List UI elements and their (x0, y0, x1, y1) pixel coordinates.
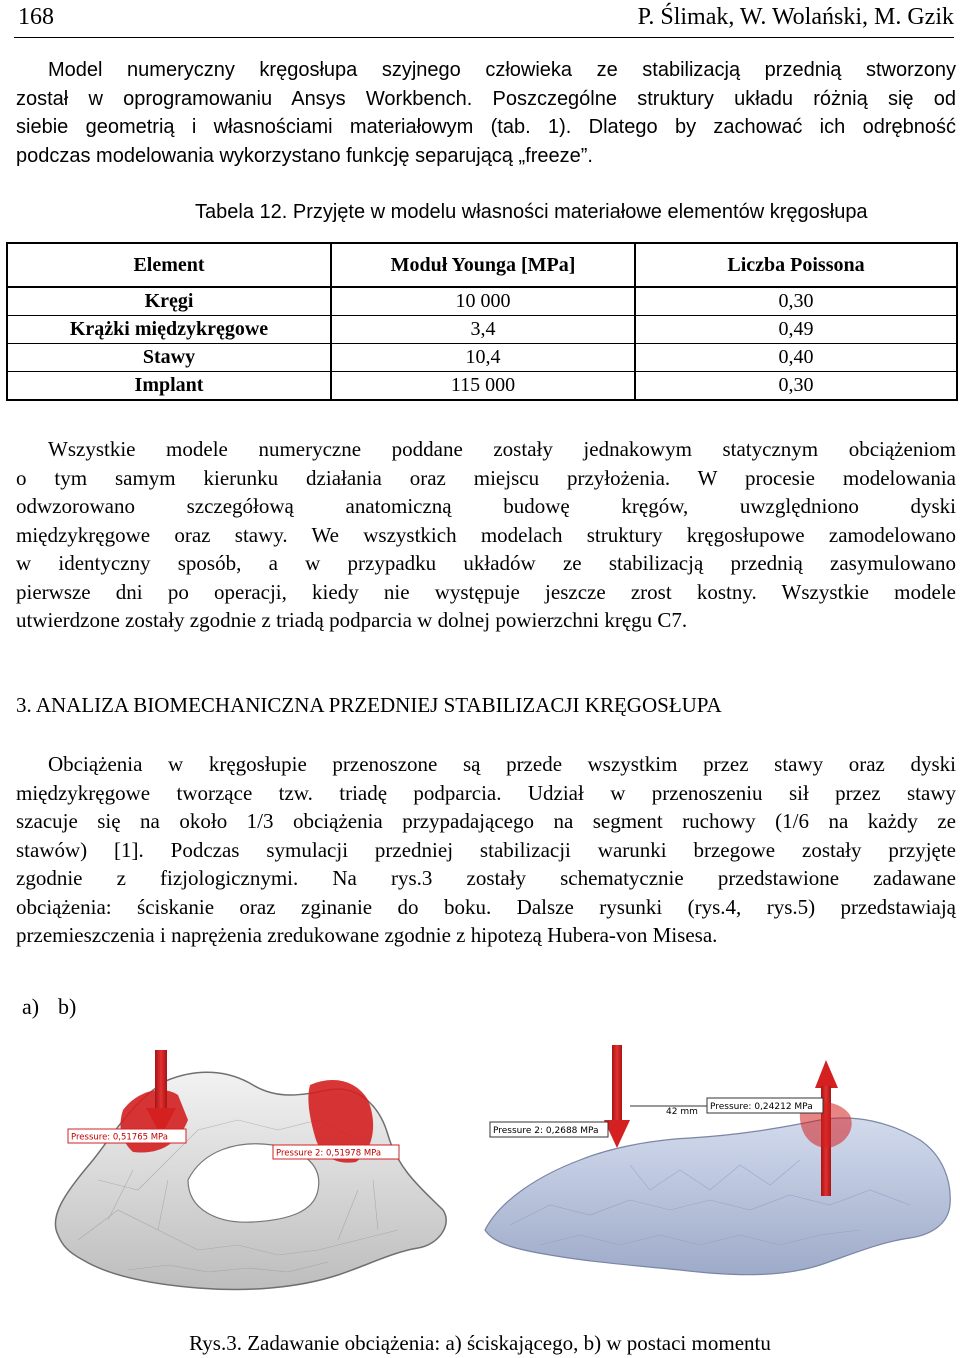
running-header-authors: P. Ślimak, W. Wolański, M. Gzik (637, 4, 954, 30)
paragraph-line: szacuje się na około 1/3 obciążenia przypadającego na segment ruchowy (1/6 na każdy ze (16, 809, 956, 833)
header-rule (14, 37, 954, 38)
paragraph-line: Wszystkie modele numeryczne poddane zostały jednakowym statycznym obciążeniom (48, 437, 956, 461)
table-cell-young: 10,4 (331, 344, 635, 372)
load-arrow-shaft (155, 1050, 167, 1110)
pressure-label-top: Pressure: 0,24212 MPa (710, 1102, 813, 1112)
table-cell-young: 10 000 (331, 287, 635, 316)
table-row (7, 287, 957, 316)
table-cell-element: Kręgi (7, 287, 331, 316)
figure-caption: Rys.3. Zadawanie obciążenia: a) ściskającego, b) w postaci momentu (189, 1331, 771, 1355)
table-header-row (7, 243, 957, 287)
paragraph-line: w identyczny sposób, a w przypadku układów ze stabilizacją przednią zasymulowano (16, 551, 956, 575)
table-cell-element: Implant (7, 372, 331, 401)
figure-label-b: b) (58, 994, 77, 1019)
paragraph-line: Obciążenia w kręgosłupie przenoszone są przede wszystkim przez stawy oraz dyski (48, 752, 956, 776)
paragraph-line: międzykręgowe oraz stawy. We wszystkich modelach struktury kręgosłupowe zamodelowano (16, 522, 956, 547)
figure-b-vertebra-moment (480, 1040, 958, 1310)
paragraph-line: przemieszczenia i naprężenia zredukowane zgodnie z hipotezą Hubera-von Misesa. (16, 923, 718, 947)
paragraph-line: obciążenia: ściskanie oraz zginanie do boku. Dalsze rysunki (rys.4, rys.5) przedstawiają (16, 894, 956, 919)
vertebra-shape (485, 1118, 950, 1275)
paragraph-biomechanics (16, 750, 956, 950)
paragraph-line: utwierdzone zostały zgodnie z triadą podparcia w dolnej powierzchni kręgu C7. (16, 608, 688, 632)
table-header-cell: Element (7, 243, 331, 287)
paragraph-line: odwzorowano szczegółową anatomiczną budowę kręgów, uwzględniono dyski (16, 494, 956, 518)
intro-line: Model numeryczny kręgosłupa szyjnego człowieka ze stabilizacją przednią stworzony (48, 59, 956, 81)
table-row (7, 316, 957, 344)
paragraph-line: pierwsze dni po operacji, kiedy nie występuje jeszcze zrost kostny. Wszystkie modele (16, 579, 956, 604)
material-properties-table (6, 242, 958, 401)
intro-line: siebie geometrią i własnościami materiałowym (tab. 1). Dlatego by zachować ich odrębność (16, 116, 956, 138)
intro-line: podczas modelowania wykorzystano funkcję separującą „freeze”. (16, 144, 593, 167)
page-number: 168 (18, 4, 54, 30)
paragraph-line: o tym samym kierunku działania oraz miejscu przyłożenia. W procesie modelowania (16, 465, 956, 490)
table-cell-poisson: 0,49 (635, 316, 957, 344)
pressure-label-bottom: Pressure 2: 0,2688 MPa (493, 1126, 599, 1136)
table-row (7, 344, 957, 372)
table-cell-poisson: 0,40 (635, 344, 957, 372)
table-row (7, 372, 957, 401)
figure-a-vertebra-compression (38, 1040, 458, 1310)
table-header-cell: Liczba Poissona (635, 243, 957, 287)
paragraph-line: międzykręgowe tworzące tzw. triadę podparcia. Udział w przenoszeniu sił przez stawy (16, 780, 956, 805)
pressure-label-left: Pressure: 0,51765 MPa (71, 1132, 168, 1143)
paragraph-loads (16, 435, 956, 635)
table-cell-poisson: 0,30 (635, 372, 957, 401)
table-cell-young: 115 000 (331, 372, 635, 401)
table-cell-poisson: 0,30 (635, 287, 957, 316)
table-cell-young: 3,4 (331, 316, 635, 344)
dimension-label: 42 mm (666, 1107, 698, 1117)
paragraph-line: zgodnie z fizjologicznymi. Na rys.3 zostały schematycznie przedstawione zadawane (16, 866, 956, 890)
intro-paragraph (16, 56, 956, 170)
moment-arrow-head (815, 1060, 838, 1088)
table-caption: Tabela 12. Przyjęte w modelu własności materiałowe elementów kręgosłupa (195, 201, 868, 223)
paragraph-line: stawów) [1]. Podczas symulacji przedniej stabilizacji warunki brzegowe zostały przyjęte (16, 837, 956, 862)
figure-label-a: a) (22, 994, 40, 1019)
table-cell-element: Stawy (7, 344, 331, 372)
section-heading: 3. ANALIZA BIOMECHANICZNA PRZEDNIEJ STABILIZACJI KRĘGOSŁUPA (16, 693, 722, 717)
intro-line: został w oprogramowaniu Ansys Workbench. Poszczególne struktury układu różnią się od (16, 87, 956, 110)
moment-arrow-shaft (612, 1045, 622, 1123)
pressure-label-right: Pressure 2: 0,51978 MPa (276, 1148, 382, 1159)
table-cell-element: Krążki międzykręgowe (7, 316, 331, 344)
table-header-cell: Moduł Younga [MPa] (331, 243, 635, 287)
